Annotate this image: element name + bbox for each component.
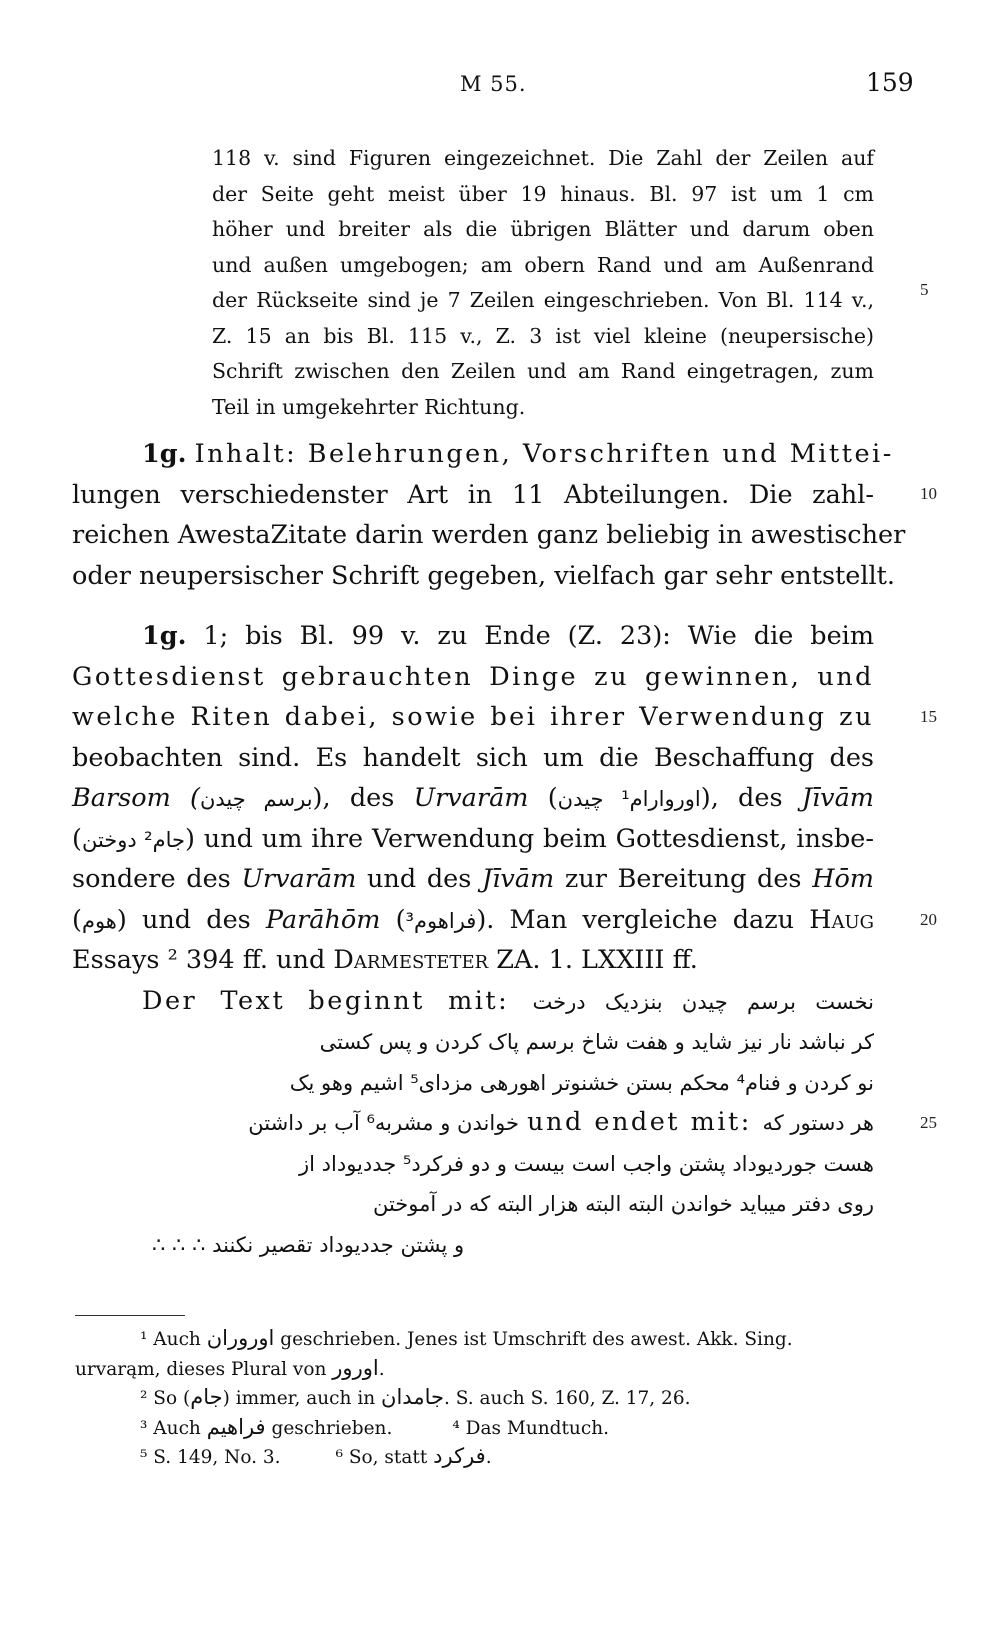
text-run: (: [528, 783, 558, 813]
author-name: Darmesteter: [333, 945, 489, 975]
persian-text: جامدان: [381, 1385, 444, 1409]
text-run: ), des: [312, 783, 414, 813]
persian-text: فراهیم: [206, 1414, 266, 1439]
text-line: Z. 15 an bis Bl. 115 v., Z. 3 ist viel kleine (neupersische): [212, 323, 874, 348]
text-run: Jīvām: [801, 783, 874, 813]
section-marker: 1g.: [142, 439, 187, 469]
heading-text: Inhalt: Belehrungen, Vorschriften und Mittei-: [194, 439, 894, 469]
text-line: [72, 1021, 874, 1062]
persian-text: هوم: [81, 908, 117, 933]
text-run: ³ Auch: [140, 1417, 207, 1439]
text-run: ), des: [700, 783, 802, 813]
text-run: (: [72, 823, 82, 854]
persian-text: فراهوم³: [405, 908, 477, 933]
text-run: geschrieben.: [265, 1417, 393, 1439]
text-line: reichen AwestaZitate darin werden ganz beliebig in awestischer: [72, 520, 906, 550]
persian-text: خواندن و مشربه⁶ آب بر داشتن: [248, 1111, 519, 1135]
line-number-25: 25: [920, 1113, 937, 1132]
text-line: [72, 616, 874, 657]
text-line: [72, 778, 874, 819]
text-run: Urvarām: [413, 783, 529, 813]
text-line: welche Riten dabei, sowie bei ihrer Verwendung zu: [72, 702, 874, 732]
persian-text: اوروران: [206, 1326, 275, 1350]
text-run: Urvarām: [241, 864, 357, 894]
text-run: zur Bereitung des: [554, 864, 813, 894]
persian-text: و پشتن جددیوداد تقصیر نکنند ∴ ∴ ∴: [152, 1232, 465, 1257]
text-run: ⁴ Das Mundtuch.: [452, 1417, 609, 1439]
section-inhalt: [72, 434, 906, 596]
running-head: M 55.: [460, 72, 527, 96]
persian-text: جام: [190, 1385, 223, 1409]
text-line: [72, 819, 874, 860]
text-line: [72, 859, 874, 900]
persian-text: اورور: [332, 1355, 379, 1380]
text-line: höher und breiter als die übrigen Blätter und darum oben: [212, 217, 874, 241]
text-run: (: [380, 904, 406, 935]
footnote-1: [75, 1324, 875, 1354]
text-run: Jīvām: [482, 864, 555, 894]
text-line: [72, 1224, 874, 1265]
text-run: Hōm: [812, 864, 874, 894]
footnote-1-cont: [75, 1354, 875, 1384]
intro-paragraph: [212, 141, 874, 425]
text-line: Gottesdienst gebrauchten Dinge zu gewinnen, und: [72, 661, 874, 692]
text-run: Essays ² 394 ff. und: [72, 945, 334, 975]
line-number-5: 5: [920, 280, 929, 299]
line-number-15: 15: [920, 707, 937, 726]
footnote-3-4: [75, 1413, 875, 1443]
text-run: ) und um ihre Verwendung beim Gottesdienst, insbe-: [184, 823, 874, 854]
text-line: beobachten sind. Es handelt sich um die Beschaffung des: [72, 742, 874, 773]
footnote-2: [75, 1383, 875, 1413]
text-line: [72, 940, 874, 981]
section-one: [72, 616, 874, 1264]
author-name: Haug: [809, 904, 874, 935]
text-run: und endet mit:: [519, 1107, 763, 1137]
text-line: [72, 981, 874, 1022]
section-marker: 1g.: [142, 621, 187, 651]
text-run: geschrieben. Jenes ist Umschrift des awest. Akk. Sing.: [274, 1329, 793, 1350]
avestan-text: urvarąm: [75, 1358, 155, 1380]
text-run: , dieses Plural von: [154, 1358, 333, 1380]
text-run: ). Man vergleiche dazu: [476, 904, 810, 935]
text-run: Barsom (: [72, 783, 200, 813]
page-number: 159: [866, 68, 914, 97]
footnotes: [75, 1324, 875, 1472]
text-line: und außen umgebogen; am obern Rand und am Außenrand: [212, 252, 874, 277]
text-run: (: [72, 904, 82, 935]
text-line: [72, 1183, 874, 1224]
persian-text: کر نباشد نار نیز شاید و هفت شاخ برسم پاک کردن و پس کستی: [319, 1030, 874, 1054]
text-run: ¹ Auch: [140, 1329, 207, 1350]
page-header: [0, 68, 1000, 102]
text-line: Teil in umgekehrter Richtung.: [212, 394, 526, 419]
text-run: sondere des: [72, 864, 242, 894]
text-run: ⁶ So, statt: [335, 1447, 434, 1468]
text-run: .: [378, 1358, 385, 1380]
footnote-divider: [75, 1315, 185, 1316]
line-number-10: 10: [920, 484, 937, 503]
persian-text: جام² دوختن: [81, 827, 185, 852]
text-line: Schrift zwischen den Zeilen und am Rand eingetragen, zum: [212, 359, 874, 383]
text-line: [72, 1102, 874, 1143]
text-line: oder neupersischer Schrift gegeben, vielfach gar sehr entstellt.: [72, 560, 896, 591]
text-line: [72, 900, 874, 941]
text-run: .: [485, 1447, 492, 1468]
text-run: ² So (: [140, 1388, 191, 1409]
text-run: Parāhōm: [265, 904, 381, 935]
persian-text: روی دفتر میباید خواندن البته البته هزار البته که در آموختن: [372, 1192, 874, 1216]
line-number-20: 20: [920, 910, 937, 929]
text-run: ZA. 1. LXXIII ff.: [488, 945, 698, 975]
footnote-5-6: [75, 1442, 875, 1472]
persian-text: برسم چیدن: [199, 787, 313, 811]
text-run: . S. auch S. 160, Z. 17, 26.: [443, 1388, 691, 1409]
text-run: ) und des: [116, 904, 266, 935]
persian-text: اوروارام¹ چیدن: [557, 787, 701, 811]
text-line: der Rückseite sind je 7 Zeilen eingeschrieben. Von Bl. 114 v.,: [212, 288, 874, 312]
text-run: Der Text beginnt mit:: [142, 985, 533, 1016]
text-run: ) immer, auch in: [222, 1388, 382, 1409]
persian-text: نخست برسم چیدن بنزدیک درخت: [532, 989, 875, 1014]
persian-text: هست جوردیوداد پشتن واجب است بیست و دو فرکرد⁵ جددیوداد از: [299, 1151, 874, 1176]
text-run: ⁵ S. 149, No. 3.: [140, 1447, 281, 1468]
persian-text: نو کردن و فنام⁴ محکم بستن خشنوتر اهورهی مزدای⁵ اشیم وهو یک: [289, 1070, 874, 1095]
persian-text: فرکرد: [433, 1444, 486, 1468]
text-line: [72, 1143, 874, 1184]
text-run: 1; bis Bl. 99 v. zu Ende (Z. 23): Wie die beim: [203, 621, 874, 651]
text-line: [72, 434, 894, 475]
text-line: 118 v. sind Figuren eingezeichnet. Die Zahl der Zeilen auf: [212, 146, 874, 170]
persian-text: هر دستور که: [762, 1111, 874, 1135]
text-run: und des: [356, 864, 483, 894]
text-line: lungen verschiedenster Art in 11 Abteilungen. Die zahl-: [72, 479, 874, 510]
text-line: [72, 1062, 874, 1103]
text-line: der Seite geht meist über 19 hinaus. Bl. 97 ist um 1 cm: [212, 181, 874, 206]
